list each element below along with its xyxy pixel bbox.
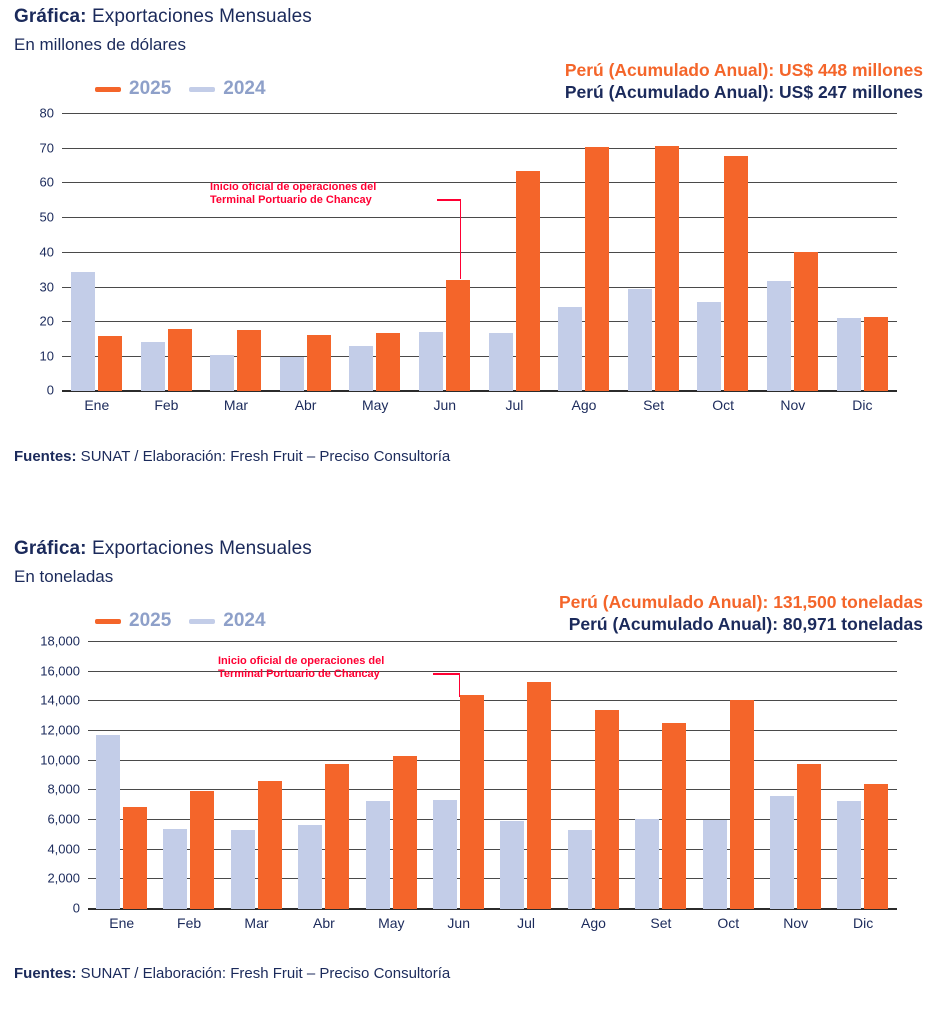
legend-item-2024[interactable] — [189, 78, 265, 100]
bar-2025-abr — [325, 764, 349, 909]
chart1-plot — [39, 105, 897, 413]
xtick-label: Dic — [852, 915, 874, 931]
chart1-title-prefix: Gráfica: — [14, 6, 87, 27]
bar-2025-abr — [307, 335, 331, 391]
legend-item-2024[interactable] — [189, 610, 265, 632]
chart1-title-main: Exportaciones Mensuales — [86, 6, 312, 27]
bar-2024-may — [366, 801, 390, 909]
ytick-label: 70 — [39, 140, 54, 156]
gridline — [88, 700, 897, 701]
chart1-subtitle: En millones de dólares — [14, 35, 186, 54]
chart1-source — [14, 448, 450, 465]
legend-swatch-2024 — [189, 87, 215, 92]
bar-2025-jun — [446, 280, 470, 391]
xtick-label: Abr — [312, 915, 335, 931]
chart2-subtitle: En toneladas — [14, 567, 114, 586]
bar-2024-dic — [837, 801, 861, 909]
xtick-label: Abr — [294, 397, 317, 413]
chart2-annotation-2025: Perú (Acumulado Anual): 131,500 toneladas — [558, 592, 923, 612]
xtick-label: Jun — [433, 397, 457, 413]
bar-2024-jun — [419, 332, 443, 391]
xtick-label: Oct — [717, 915, 740, 931]
bar-2024-abr — [280, 357, 304, 391]
legend-swatch-2024 — [189, 619, 215, 624]
ytick-label: 18,000 — [40, 633, 80, 649]
legend-swatch-2025 — [95, 87, 121, 92]
chart2-source-text: SUNAT / Elaboración: Fresh Fruit – Preciso Consultoría — [76, 965, 451, 982]
bar-2025-mar — [237, 330, 261, 391]
bar-2025-ene — [123, 807, 147, 909]
legend-label-2024: 2024 — [223, 78, 266, 99]
chart2-source-prefix: Fuentes: — [14, 965, 77, 982]
xtick-label: Nov — [783, 915, 809, 931]
gridline — [88, 641, 897, 642]
chart1-source-prefix: Fuentes: — [14, 448, 77, 465]
chart2-callout-line1: Inicio oficial de operaciones del — [218, 655, 385, 667]
bar-2024-mar — [231, 830, 255, 909]
bar-2024-nov — [770, 796, 794, 910]
bar-2025-mar — [258, 781, 282, 909]
bar-2025-ago — [585, 147, 609, 391]
ytick-label: 50 — [39, 209, 54, 225]
gridline — [88, 730, 897, 731]
gridline — [62, 217, 897, 218]
ytick-label: 14,000 — [40, 692, 80, 708]
bar-2025-feb — [168, 329, 192, 392]
bar-2024-ago — [568, 830, 592, 909]
bar-2024-mar — [210, 355, 234, 391]
ytick-label: 0 — [46, 382, 54, 398]
xtick-label: Set — [643, 397, 665, 413]
xtick-label: Dic — [852, 397, 873, 413]
bar-2024-dic — [837, 318, 861, 391]
xtick-label: Oct — [712, 397, 735, 413]
bar-2024-abr — [298, 825, 322, 909]
ytick-label: 16,000 — [40, 663, 80, 679]
chart1-annotation-2025: Perú (Acumulado Anual): US$ 448 millones — [564, 60, 923, 80]
bar-2025-feb — [190, 791, 214, 909]
ytick-label: 30 — [39, 279, 54, 295]
chart1-source-text: SUNAT / Elaboración: Fresh Fruit – Preciso Consultoría — [76, 448, 451, 465]
bar-2024-jul — [500, 821, 524, 909]
bar-2025-dic — [864, 317, 888, 391]
chart1-callout-line1: Inicio oficial de operaciones del — [210, 181, 377, 193]
legend-item-2025[interactable] — [95, 78, 171, 100]
gridline — [62, 148, 897, 149]
chart2-callout-leader-h — [433, 673, 460, 675]
bar-2025-set — [662, 723, 686, 909]
bar-2025-nov — [797, 764, 821, 909]
chart2-plot — [40, 633, 897, 931]
ytick-label: 12,000 — [40, 722, 80, 738]
bar-2024-jul — [489, 333, 513, 391]
ytick-label: 2,000 — [47, 870, 80, 886]
bar-2025-oct — [730, 700, 754, 909]
chart1-title — [14, 6, 312, 28]
legend-swatch-2025 — [95, 619, 121, 624]
xtick-label: Feb — [177, 915, 202, 931]
bar-2024-ene — [96, 735, 120, 909]
bar-2024-ago — [558, 307, 582, 391]
ytick-label: 0 — [72, 900, 80, 916]
bar-2024-nov — [767, 281, 791, 391]
chart1-callout-line2: Terminal Portuario de Chancay — [210, 194, 372, 207]
bar-2024-set — [635, 819, 659, 909]
chart2-annotation-2024: Perú (Acumulado Anual): 80,971 toneladas — [568, 613, 923, 634]
bar-2024-set — [628, 289, 652, 391]
bar-2025-jul — [527, 682, 551, 909]
ytick-label: 20 — [39, 313, 54, 329]
chart2-title-prefix: Gráfica: — [14, 538, 87, 559]
bar-2025-may — [393, 756, 417, 909]
chart-block-toneladas — [0, 510, 937, 1024]
xtick-label: Ago — [581, 915, 606, 931]
bar-2025-oct — [724, 156, 748, 391]
chart2-callout-text — [218, 655, 384, 681]
bar-2024-feb — [141, 342, 165, 391]
xtick-label: Ago — [571, 397, 597, 413]
chart1-callout-leader-v — [460, 199, 462, 279]
chart1-callout-leader-h — [437, 199, 461, 201]
legend-label-2025: 2025 — [129, 78, 172, 99]
bar-2025-ago — [595, 710, 619, 909]
gridline — [88, 671, 897, 672]
chart1-callout-text — [210, 181, 376, 207]
legend-label-2025: 2025 — [129, 610, 172, 631]
ytick-label: 40 — [39, 244, 54, 260]
chart2-legend — [95, 610, 266, 632]
xtick-label: Set — [650, 915, 672, 931]
gridline — [88, 760, 897, 761]
bar-2025-jun — [460, 695, 484, 909]
bar-2025-dic — [864, 784, 888, 909]
legend-label-2024: 2024 — [223, 610, 266, 631]
ytick-label: 60 — [39, 174, 54, 190]
chart1-annotations — [565, 60, 923, 104]
ytick-label: 10 — [39, 348, 54, 364]
xtick-label: May — [361, 397, 389, 413]
gridline — [62, 113, 897, 114]
bar-2025-ene — [98, 336, 122, 391]
bar-2024-oct — [703, 820, 727, 909]
xtick-label: Ene — [109, 915, 135, 931]
bar-2025-set — [655, 146, 679, 391]
bar-2024-oct — [697, 302, 721, 391]
chart1-annotation-2024: Perú (Acumulado Anual): US$ 247 millones — [564, 81, 923, 102]
xtick-label: Jun — [447, 915, 470, 931]
xtick-label: Mar — [244, 915, 269, 931]
xtick-label: Ene — [84, 397, 110, 413]
chart2-title-main: Exportaciones Mensuales — [86, 538, 312, 559]
gridline — [62, 182, 897, 183]
bar-2024-may — [349, 346, 373, 392]
xtick-label: Nov — [780, 397, 806, 413]
gridline — [62, 252, 897, 253]
chart1-legend — [95, 78, 266, 100]
xtick-label: Jul — [505, 397, 524, 413]
chart2-title — [14, 538, 312, 560]
ytick-label: 10,000 — [40, 752, 80, 768]
xtick-label: Feb — [154, 397, 179, 413]
legend-item-2025[interactable] — [95, 610, 171, 632]
chart2-annotations — [559, 592, 923, 636]
bar-2024-ene — [71, 272, 95, 391]
bar-2024-jun — [433, 800, 457, 909]
chart2-source — [14, 965, 450, 982]
ytick-label: 6,000 — [47, 811, 80, 827]
ytick-label: 4,000 — [47, 841, 80, 857]
ytick-label: 80 — [39, 105, 54, 121]
bar-2025-may — [376, 333, 400, 391]
chart2-callout-line2: Terminal Portuario de Chancay — [218, 668, 380, 681]
chart-block-millones — [0, 0, 937, 510]
bar-2024-feb — [163, 829, 187, 909]
xtick-label: Mar — [223, 397, 249, 413]
xtick-label: May — [378, 915, 405, 931]
chart2-callout-leader-v — [459, 673, 461, 697]
bar-2025-jul — [516, 171, 540, 391]
bar-2025-nov — [794, 252, 818, 392]
xtick-label: Jul — [517, 915, 536, 931]
ytick-label: 8,000 — [47, 781, 80, 797]
